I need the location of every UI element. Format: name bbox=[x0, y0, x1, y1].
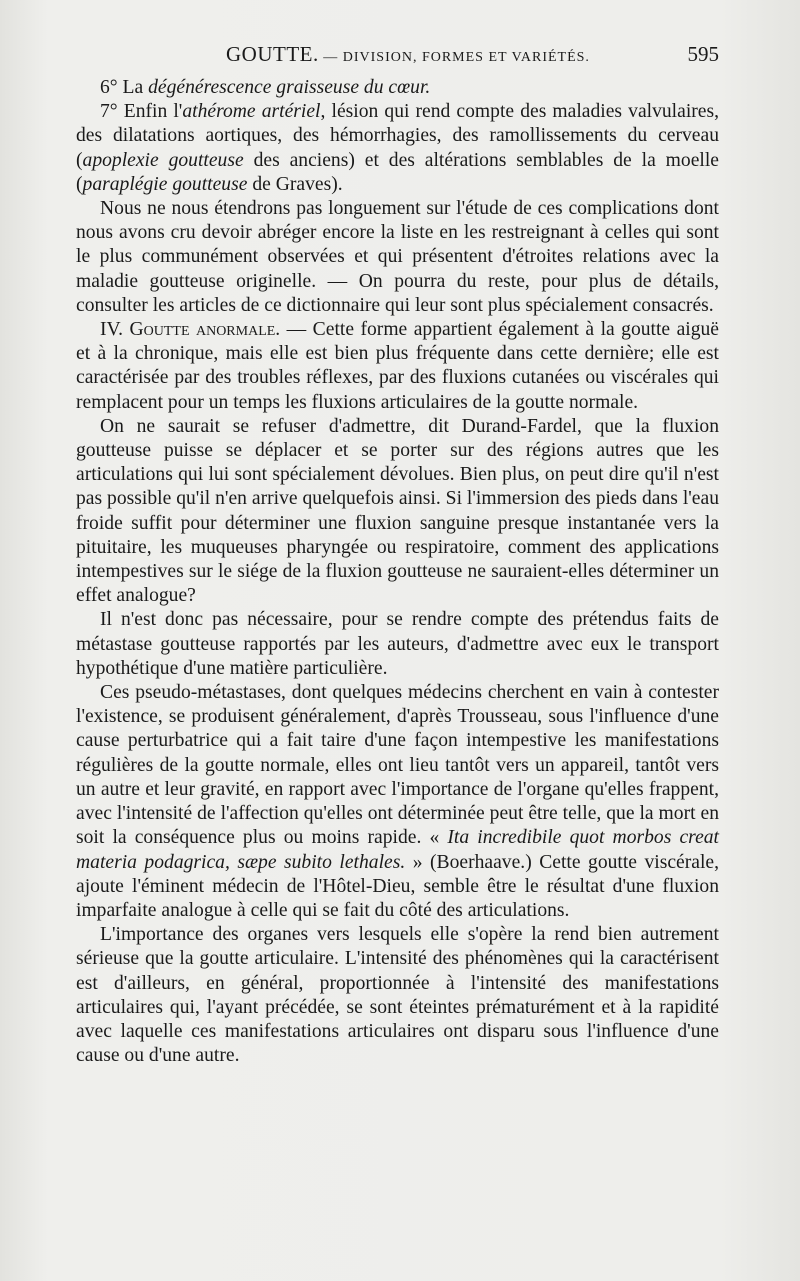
paragraph-pseudo-metastases: Ces pseudo-métastases, dont quelques médecins cherchent en vain à contester l'existence, se produisent généralement, d'après Trousseau, sous l'influence d'une cause perturbatrice qui a fait taire d'une façon intempestive les manifestations régulières de la goutte normale, elles ont lieu tantôt vers un appareil, tantôt vers un autre et leur gravité, en rapport avec l'importance de l'organe qu'elles frappent, avec l'intensité de l'affection qu'elles ont déterminée peut être telle, que la mort en soit la conséquence plus ou moins rapide. « Ita incredibile quot morbos creat materia podagrica, sæpe subito lethales. » (Boerhaave.) Cette goutte viscérale, ajoute l'éminent médecin de l'Hôtel-Dieu, semble être le résultat d'une fluxion imparfaite analogue à celle qui se fait du côté des articulations. bbox=[76, 682, 720, 921]
running-head-title: GOUTTE. bbox=[226, 42, 319, 66]
page-body bbox=[76, 76, 719, 1068]
paragraph-metastase: Il n'est donc pas nécessaire, pour se rendre compte des prétendus faits de métastase goutteuse rapportés par les auteurs, d'admettre avec eux le transport hypothétique d'une matière particulière. bbox=[76, 609, 719, 679]
paragraph-goutte-anormale: IV. Goutte anormale. — Cette forme appartient également à la goutte aiguë et à la chronique, mais elle est bien plus fréquente dans cette dernière; elle est caractérisée par des troubles réflexes, par des fluxions cutanées ou viscérales qui remplacent pour un temps les fluxions articulaires de la goutte normale. bbox=[76, 319, 720, 413]
page-number: 595 bbox=[687, 42, 719, 66]
latin-quote: Ita incredibile quot morbos creat materia podagrica, sæpe subito lethales. bbox=[76, 827, 720, 873]
running-header bbox=[76, 42, 719, 72]
paragraph-atherome: 7° Enfin l'athérome artériel, lésion qui rend compte des maladies valvulaires, des dilatations aortiques, des hémorrhagies, des ramollissements du cerveau (apoplexie goutteuse des anciens) et des altérations semblables de la moelle (paraplégie goutteuse de Graves). bbox=[76, 101, 720, 195]
paragraph-durand-fardel: On ne saurait se refuser d'admettre, dit Durand-Fardel, que la fluxion goutteuse puisse se déplacer et se porter sur des régions autres que les articulations qui lui sont spécialement dévolues. Bien plus, on peut dire qu'il n'est pas possible qu'il n'en arrive quelquefois ainsi. Si l'immersion des pieds dans l'eau froide suffit pour déterminer une fluxion sanguine presque instantanée vers la pituitaire, les muqueuses pharyngée ou respiratoire, comment des applications intempestives sur le siége de la fluxion goutteuse ne sauraient-elles déterminer un effet analogue? bbox=[76, 415, 719, 607]
paragraph-degenerescence: 6° La dégénérescence graisseuse du cœur. bbox=[100, 77, 431, 98]
running-head-subtitle: — DIVISION, FORMES ET VARIÉTÉS. bbox=[318, 50, 590, 65]
paragraph-complications: Nous ne nous étendrons pas longuement sur l'étude de ces complications dont nous avons cru devoir abréger encore la liste en les restreignant à celles qui sont le plus communément observées et qui présentent d'étroites relations avec la maladie goutteuse originelle. — On pourra du reste, pour plus de détails, consulter les articles de ce dictionnaire qui leur sont plus spécialement consacrés. bbox=[76, 198, 719, 316]
paragraph-importance: L'importance des organes vers lesquels elle s'opère la rend bien autrement sérieuse que la goutte articulaire. L'intensité des phénomènes qui la caractérisent est d'ailleurs, en général, proportionnée à l'intensité des manifestations articulaires qui, l'ayant précédée, se sont éteintes prématurément et à la rapidité avec laquelle ces manifestations articulaires ont disparu sous l'influence d'une cause ou d'une autre. bbox=[76, 924, 719, 1067]
running-head bbox=[226, 42, 590, 67]
section-heading: Goutte anormale. bbox=[129, 319, 281, 341]
